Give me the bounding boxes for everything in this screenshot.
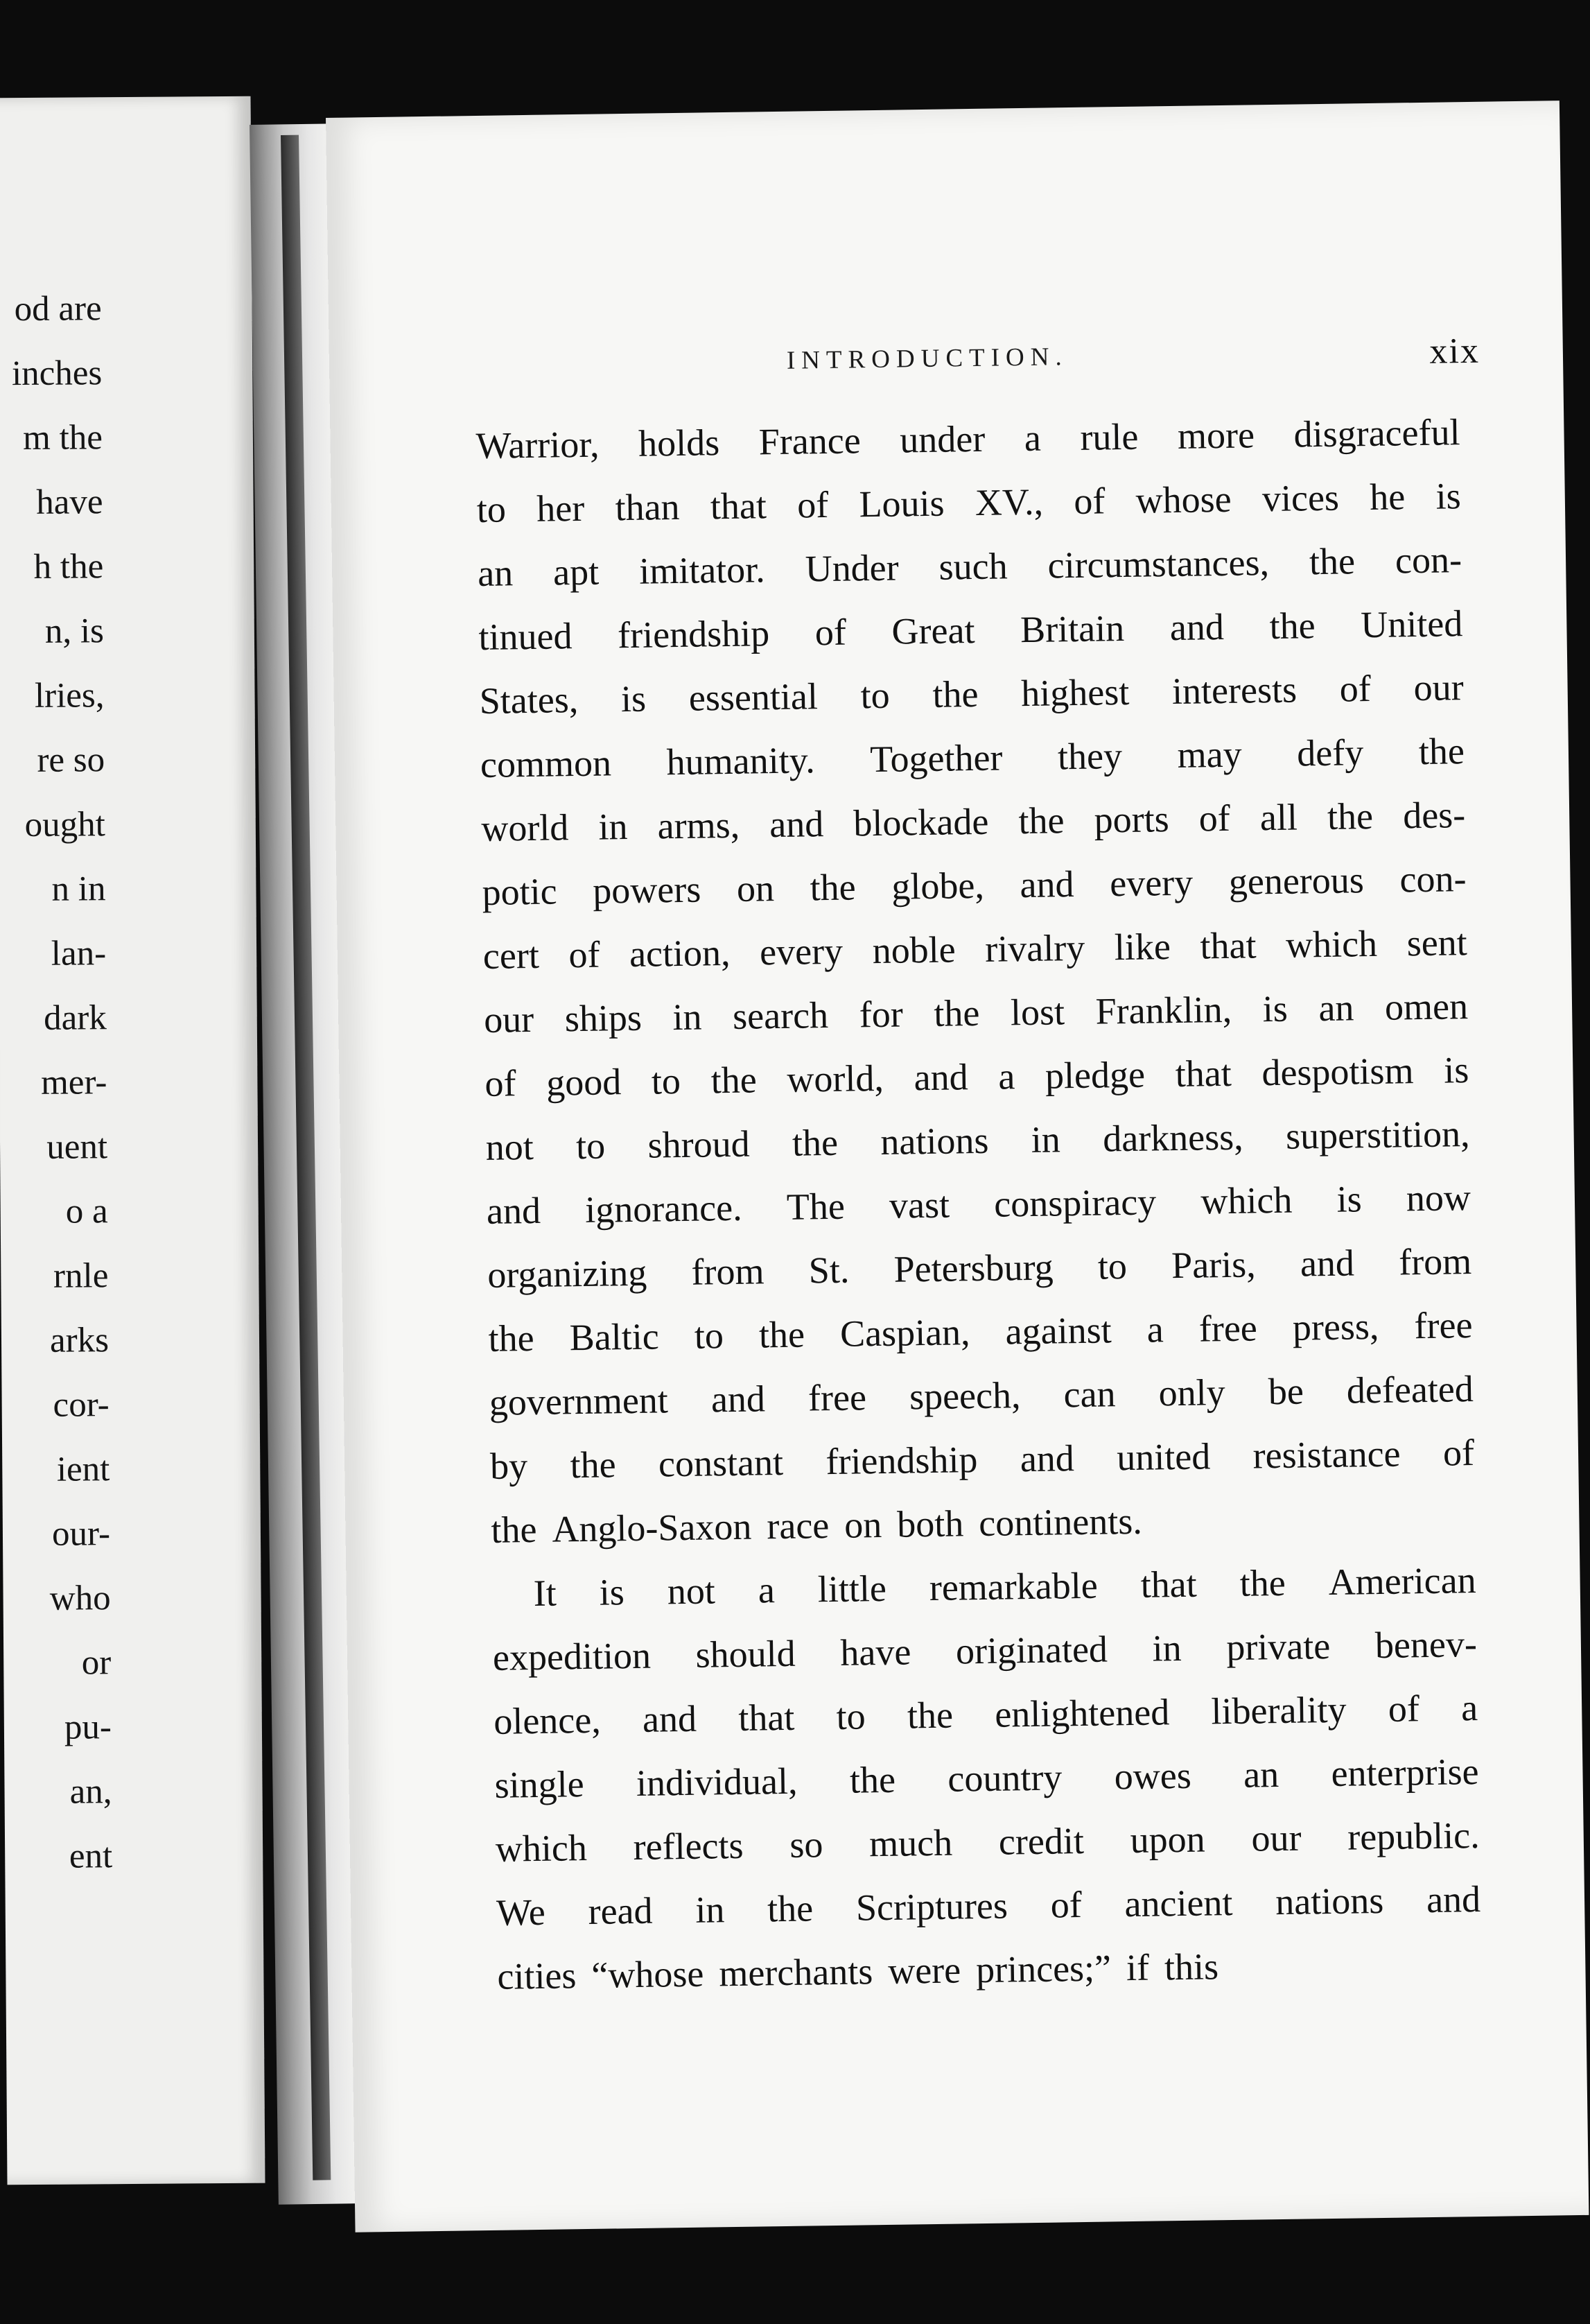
left-page-line-fragment: arks — [49, 1321, 110, 1360]
text-line: which reflects so much credit upon our republic. — [495, 1814, 1480, 1870]
left-page-line-fragment: have — [36, 483, 103, 522]
text-line: common humanity. Together they may defy the — [480, 730, 1465, 786]
left-page — [0, 96, 265, 2185]
left-page-line-fragment: n, is — [44, 612, 105, 651]
text-line: and ignorance. The vast conspiracy which is now — [486, 1177, 1471, 1232]
left-page-line-fragment: inches — [11, 354, 103, 394]
left-page-line-fragment: od are — [14, 289, 102, 329]
right-page — [326, 101, 1589, 2232]
text-line: an apt imitator. Under such circumstances, the con- — [477, 539, 1462, 595]
text-line: the Baltic to the Caspian, against a free press, free — [488, 1304, 1473, 1360]
left-page-line-fragment: o a — [65, 1192, 108, 1231]
text-line: by the constant friendship and united resistance of — [489, 1432, 1475, 1487]
text-line: government and free speech, can only be defeated — [489, 1368, 1474, 1423]
text-line: cert of action, every noble rivalry like that which sent — [482, 921, 1468, 977]
text-line: our ships in search for the lost Franklin, is an omen — [483, 985, 1469, 1041]
left-page-line-fragment: n in — [51, 869, 106, 909]
page-number: xix — [1429, 331, 1480, 372]
left-page-line-fragment: an, — [69, 1772, 112, 1812]
left-page-line-fragment: ought — [24, 805, 106, 845]
text-line: not to shroud the nations in darkness, superstition, — [485, 1113, 1470, 1168]
text-line: States, is essential to the highest interests of our — [479, 666, 1464, 722]
text-line: world in arms, and blockade the ports of all the des- — [480, 794, 1466, 849]
left-page-line-fragment: lan- — [51, 934, 107, 973]
running-head: INTRODUCTION. — [786, 342, 1068, 375]
page-header — [329, 329, 1564, 388]
left-page-line-fragment: m the — [22, 418, 103, 458]
left-page-line-fragment: rnle — [53, 1256, 109, 1296]
left-page-line-fragment: h the — [33, 547, 104, 587]
text-line: cities “whose merchants were princes;” if this — [497, 1945, 1219, 1997]
left-page-line-fragment: ient — [56, 1450, 110, 1489]
text-line: expedition should have originated in private benev- — [492, 1623, 1478, 1679]
text-line: olence, and that to the enlightened liberality of a — [493, 1687, 1478, 1742]
text-line: the Anglo-Saxon race on both continents. — [491, 1500, 1143, 1551]
left-page-line-fragment: who — [49, 1579, 111, 1618]
left-page-line-fragment: our- — [51, 1514, 111, 1554]
left-page-line-fragment: or — [81, 1643, 112, 1683]
text-line: single individual, the country owes an enterprise — [494, 1751, 1479, 1806]
left-page-line-fragment: cor- — [53, 1385, 110, 1425]
text-line: potic powers on the globe, and every generous con- — [482, 858, 1467, 913]
left-page-line-fragment: re so — [37, 740, 105, 780]
text-line: tinued friendship of Great Britain and the United — [478, 602, 1463, 658]
left-page-line-fragment: uent — [46, 1127, 108, 1167]
left-page-line-fragment: pu- — [64, 1708, 112, 1747]
text-line: to her than that of Louis XV., of whose vices he is — [476, 475, 1462, 531]
left-page-line-fragment: mer- — [40, 1063, 107, 1102]
text-line: organizing from St. Petersburg to Paris, and from — [487, 1240, 1472, 1296]
body-text — [475, 400, 1482, 2009]
left-page-line-fragment: ent — [69, 1837, 113, 1876]
text-line: We read in the Scriptures of ancient nations and — [496, 1878, 1481, 1934]
text-line: of good to the world, and a pledge that despotism is — [484, 1049, 1469, 1104]
left-page-line-fragment: dark — [43, 998, 107, 1038]
text-line: Warrior, holds France under a rule more disgraceful — [475, 411, 1460, 467]
text-line: It is not a little remarkable that the American — [533, 1559, 1476, 1615]
left-page-line-fragment: lries, — [34, 676, 105, 716]
